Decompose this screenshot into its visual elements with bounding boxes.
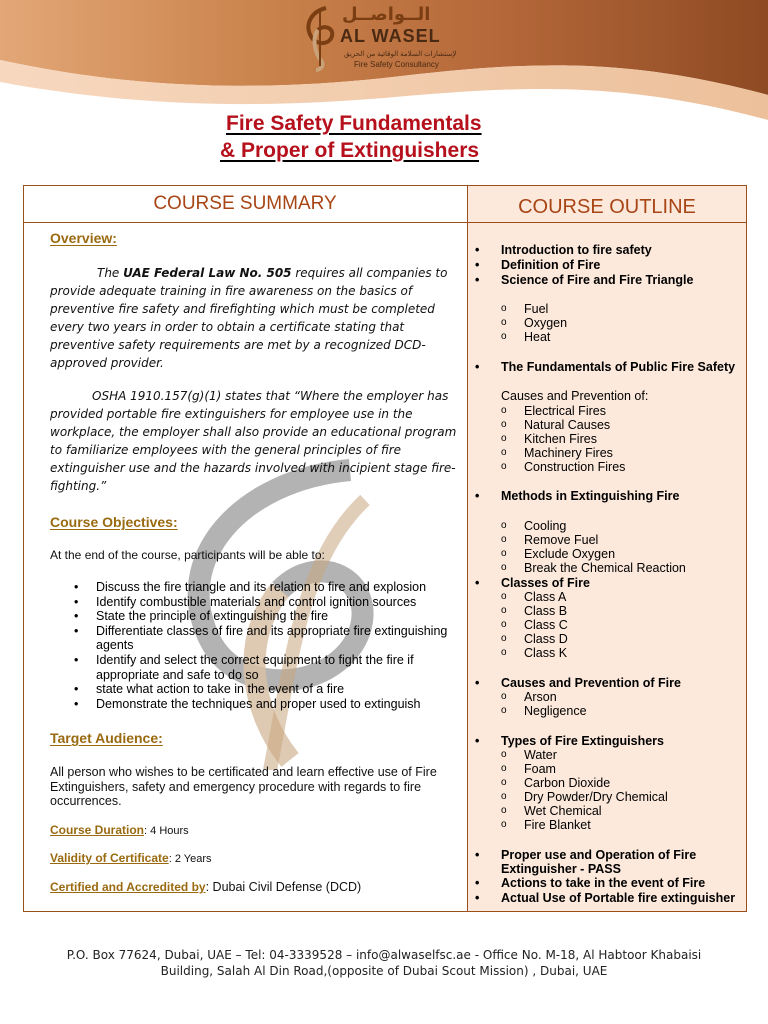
logo-tagline: Fire Safety Consultancy — [354, 60, 439, 69]
logo-name: AL WASEL — [340, 26, 441, 46]
overview-law-reference: UAE Federal Law No. 505 — [123, 266, 292, 280]
accreditation: Certified and Accredited by: Dubai Civil Defense (DCD) — [50, 880, 362, 894]
overview-paragraph-2: OSHA 1910.157(g)(1) states that “Where the employer has provided portable fire extinguishers for employee use in the workplace, the employer shall also provide an educational program to familiarize employees with the general principles of fire extinguisher use and the hazards involved with incipient stage fire-fighting.” — [50, 389, 457, 493]
objectives-list — [74, 580, 464, 711]
objectives-intro: At the end of the course, participants will be able to: — [50, 548, 325, 562]
validity-value: 2 Years — [174, 853, 212, 865]
list-item: • Discuss the fire triangle and its relation to fire and explosion — [74, 580, 464, 595]
audience-text: All person who wishes to be certificated and learn effective use of Fire Extinguishers, safety and emergency procedure with regards to fire occurrences. — [50, 765, 437, 808]
course-outline-header — [467, 185, 747, 223]
overview-heading: Overview: — [50, 230, 117, 246]
course-summary-header — [23, 185, 467, 223]
footer-address — [0, 947, 768, 979]
page-title — [220, 110, 482, 164]
footer-line-1: P.O. Box 77624, Dubai, UAE – Tel: 04-3339528 – info@alwaselfsc.ae - Office No. M-18, Al Habtoor Khabaisi — [66, 948, 702, 962]
duration-value: 4 Hours — [150, 825, 189, 837]
list-item: • Identify and select the correct equipment to fight the fire if appropriate and safe to do so — [74, 653, 464, 682]
list-item: • Demonstrate the techniques and proper used to extinguish — [74, 697, 464, 712]
certified-label: Certified and Accredited by — [50, 880, 206, 894]
al-wasel-logo — [300, 4, 457, 74]
course-outline-heading: COURSE OUTLINE — [518, 196, 696, 218]
title-line-2: & Proper of Extinguishers — [220, 139, 480, 162]
list-item: • Identify combustible materials and control ignition sources — [74, 595, 464, 610]
footer-line-2: Building, Salah Al Din Road,(opposite of Dubai Scout Mission) , Dubai, UAE — [160, 964, 608, 978]
logo-arabic-name: الــواصــل — [342, 4, 431, 25]
list-item: • Differentiate classes of fire and its appropriate fire extinguishing agents — [74, 624, 464, 653]
objectives-heading: Course Objectives: — [50, 514, 178, 530]
overview-p1-post: requires all companies to provide adequate training in fire awareness on the basics of preventive fire safety and firefighting which must be completed every two years in order to obtain a certificate stating that preventive safety requirements are met by a recognized DCD-approved provider. — [50, 266, 448, 370]
course-duration: Course Duration: 4 Hours — [50, 823, 189, 837]
certified-value: Dubai Civil Defense (DCD) — [212, 880, 362, 894]
overview-p1-pre: The — [97, 266, 124, 280]
list-item: • state what action to take in the event of a fire — [74, 682, 464, 697]
certificate-validity: Validity of Certificate: 2 Years — [50, 851, 212, 865]
audience-heading: Target Audience: — [50, 730, 163, 746]
title-line-1: Fire Safety Fundamentals — [226, 112, 482, 135]
validity-label: Validity of Certificate — [50, 851, 169, 865]
logo-arabic-tagline: لإستشارات السلامة الوقائية من الحريق — [344, 51, 457, 58]
logo-emblem-icon — [300, 4, 340, 72]
causes-intro: Causes and Prevention of: — [501, 389, 649, 403]
duration-label: Course Duration — [50, 823, 145, 837]
list-item: • State the principle of extinguishing the fire — [74, 609, 464, 624]
course-summary-heading: COURSE SUMMARY — [153, 193, 337, 214]
overview-paragraph-1 — [50, 264, 460, 372]
